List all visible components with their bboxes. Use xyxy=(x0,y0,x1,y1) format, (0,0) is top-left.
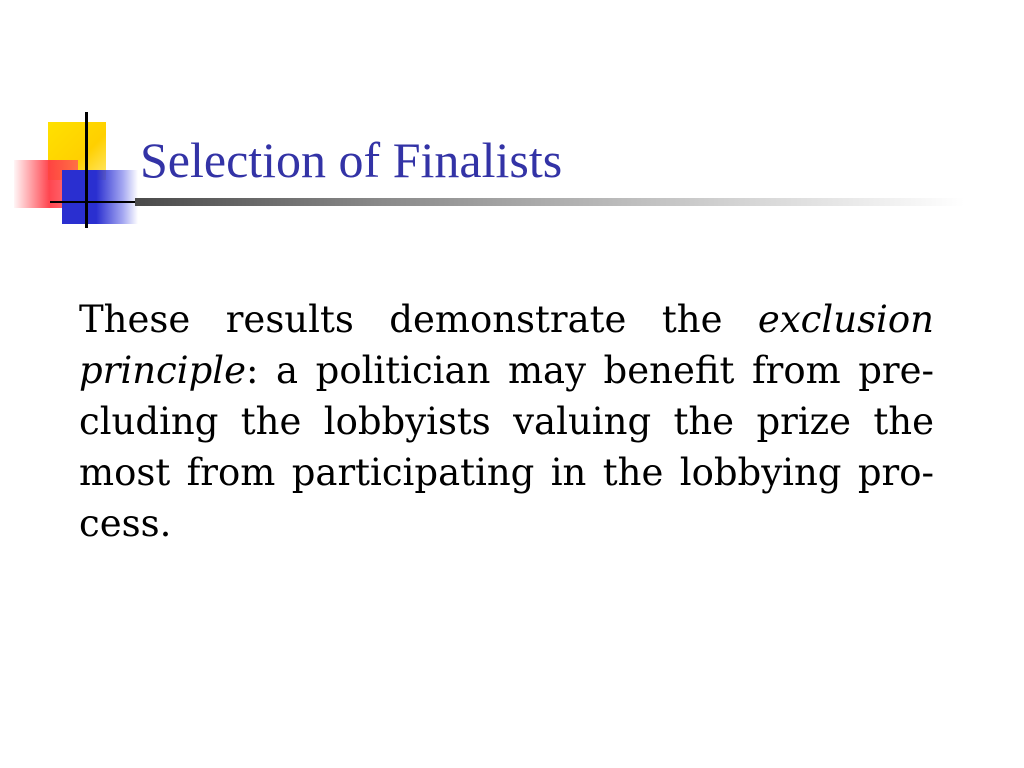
slide-title: Selection of Finalists xyxy=(140,132,563,188)
blue-square-shape xyxy=(62,170,138,224)
title-underline xyxy=(135,198,965,206)
body-text-emphasis: exclusion principle xyxy=(79,298,934,392)
vertical-line-shape xyxy=(85,112,88,228)
body-text-part2: : a politician may benefit from pre-cluding the lobbyists valuing the prize the most from participating in the lobbying pro-cess. xyxy=(79,349,934,545)
slide-body-text xyxy=(79,294,934,549)
body-text-part1: These results demonstrate the xyxy=(79,298,758,341)
